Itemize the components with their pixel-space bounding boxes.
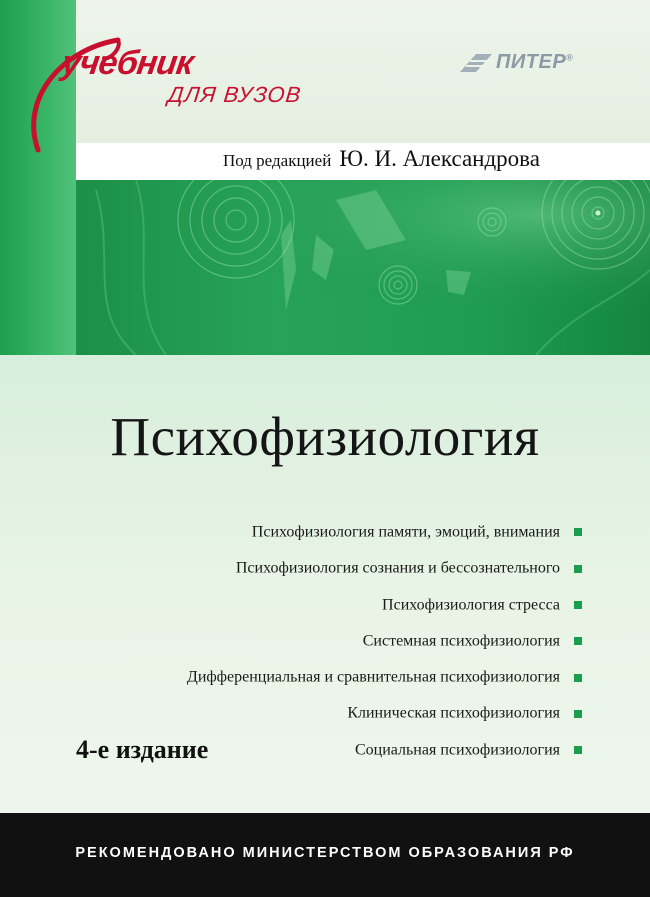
editor-prefix: Под редакцией xyxy=(223,151,332,170)
bullet-square-icon xyxy=(574,565,582,573)
topic-item xyxy=(187,741,582,777)
bullet-square-icon xyxy=(574,528,582,536)
topic-item xyxy=(187,596,582,632)
publisher-name xyxy=(496,51,573,74)
series-logo-subtitle: ДЛЯ ВУЗОВ xyxy=(166,82,303,107)
topic-text: Системная психофизиология xyxy=(362,632,560,650)
bullet-square-icon xyxy=(574,746,582,754)
bullet-square-icon xyxy=(574,637,582,645)
topic-text: Дифференциальная и сравнительная психофизиология xyxy=(186,668,560,686)
bullet-square-icon xyxy=(574,601,582,609)
book-title: Психофизиология xyxy=(110,406,540,467)
topic-item xyxy=(187,559,582,595)
topic-text: Психофизиология сознания и бессознательного xyxy=(235,559,560,577)
topic-item xyxy=(187,632,582,668)
editor-name: Ю. И. Александрова xyxy=(339,146,540,171)
bullet-square-icon xyxy=(574,710,582,718)
illustration-graphic xyxy=(76,180,650,355)
topic-text: Психофизиология памяти, эмоций, внимания xyxy=(251,523,560,541)
publisher-name-text: ПИТЕР xyxy=(496,51,567,73)
bullet-square-icon xyxy=(574,674,582,682)
registered-mark: ® xyxy=(566,52,574,63)
topic-item xyxy=(187,668,582,704)
editor-line xyxy=(223,146,540,172)
edition-label: 4-е издание xyxy=(76,735,209,764)
series-logo-title: учебник xyxy=(59,44,196,82)
topic-text: Социальная психофизиология xyxy=(354,741,560,759)
topic-item xyxy=(187,523,582,559)
topic-text: Клиническая психофизиология xyxy=(347,704,560,722)
topic-item xyxy=(187,704,582,740)
cover-illustration xyxy=(76,180,650,355)
recommendation-text: РЕКОМЕНДОВАНО МИНИСТЕРСТВОМ ОБРАЗОВАНИЯ РФ xyxy=(75,845,575,861)
topic-list xyxy=(187,523,582,777)
topic-text: Психофизиология стресса xyxy=(382,595,560,613)
